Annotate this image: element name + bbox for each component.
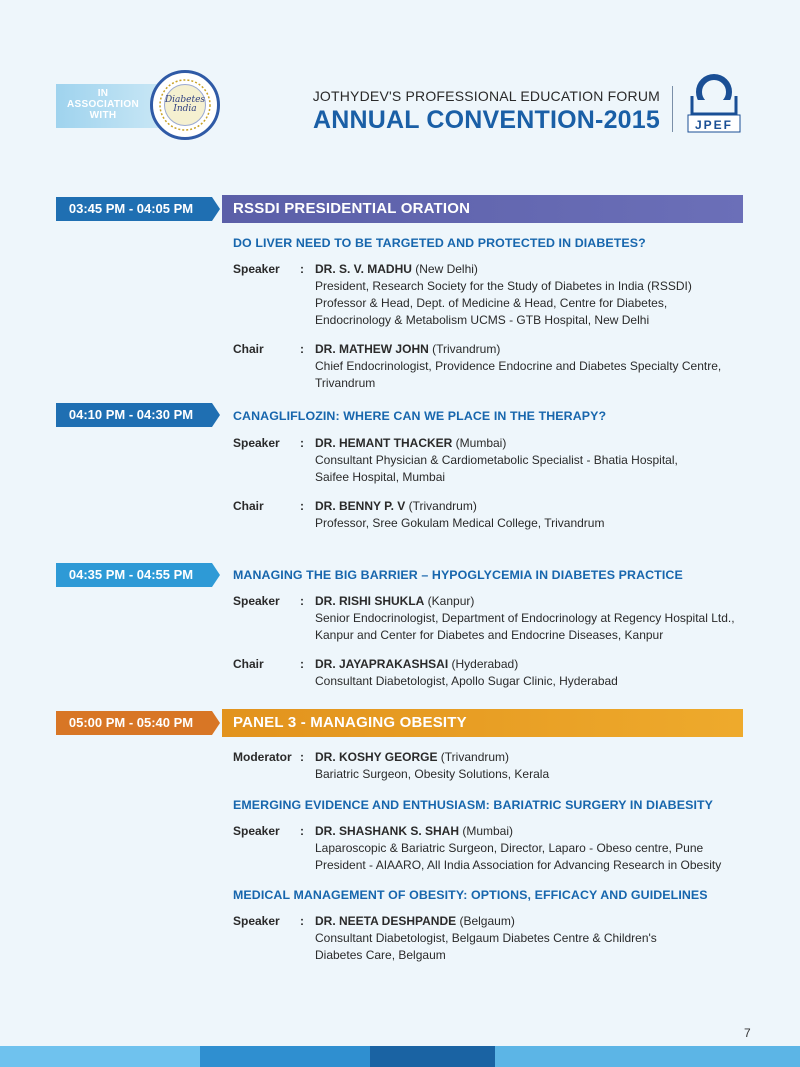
forum-title: JOTHYDEV'S PROFESSIONAL EDUCATION FORUM [312, 88, 660, 104]
chair-entry-1 [315, 341, 755, 392]
role-label: Chair [233, 657, 264, 671]
role-label: Speaker [233, 914, 280, 928]
header-divider [672, 86, 673, 132]
colon: : [300, 657, 304, 671]
affiliation-line: Kanpur and Center for Diabetes and Endocrine Diseases, Kanpur [315, 628, 664, 642]
topic-3: MANAGING THE BIG BARRIER – HYPOGLYCEMIA IN DIABETES PRACTICE [233, 568, 683, 582]
affiliation-line: Chief Endocrinologist, Providence Endocrine and Diabetes Specialty Centre, [315, 359, 722, 373]
person-name: DR. MATHEW JOHN [315, 342, 429, 356]
speaker-entry-5 [315, 913, 755, 964]
colon: : [300, 750, 304, 764]
convention-title: ANNUAL CONVENTION-2015 [312, 106, 660, 134]
role-label: Chair [233, 342, 264, 356]
assoc-line-1: IN [97, 88, 109, 99]
person-name: DR. S. V. MADHU [315, 262, 412, 276]
person-name: DR. HEMANT THACKER [315, 436, 453, 450]
person-name: DR. BENNY P. V [315, 499, 406, 513]
badge-word: Diabetes India [164, 95, 206, 114]
topic-2: CANAGLIFLOZIN: WHERE CAN WE PLACE IN THE THERAPY? [233, 409, 607, 423]
speaker-entry-4 [315, 823, 755, 874]
time-slot-4: 05:00 PM - 05:40 PM [56, 711, 212, 735]
time-slot-1: 03:45 PM - 04:05 PM [56, 197, 212, 221]
time-slot-2: 04:10 PM - 04:30 PM [56, 403, 212, 427]
person-name: DR. KOSHY GEORGE [315, 750, 438, 764]
affiliation-line: Trivandrum [315, 376, 376, 390]
affiliation-line: Consultant Physician & Cardiometabolic Specialist - Bhatia Hospital, [315, 453, 678, 467]
affiliation-line: President - AIAARO, All India Association for Advancing Research in Obesity [315, 858, 722, 872]
affiliation-line: Professor & Head, Dept. of Medicine & Head, Centre for Diabetes, [315, 296, 668, 310]
person-place: (Mumbai) [452, 436, 507, 450]
topic-1: DO LIVER NEED TO BE TARGETED AND PROTECTED IN DIABETES? [233, 236, 646, 250]
affiliation-line: Diabetes Care, Belgaum [315, 948, 446, 962]
session-bar-rssdi-oration: RSSDI PRESIDENTIAL ORATION [222, 195, 743, 223]
colon: : [300, 914, 304, 928]
role-label: Speaker [233, 824, 280, 838]
affiliation-line: Laparoscopic & Bariatric Surgeon, Director, Laparo - Obeso centre, Pune [315, 841, 704, 855]
person-place: (New Delhi) [411, 262, 478, 276]
person-place: (Trivandrum) [428, 342, 501, 356]
footer-stripe [0, 1046, 200, 1067]
role-label: Speaker [233, 594, 280, 608]
footer-stripe [370, 1046, 495, 1067]
role-label: Speaker [233, 436, 280, 450]
chair-entry-3 [315, 656, 755, 690]
affiliation-line: Endocrinology & Metabolism UCMS - GTB Hospital, New Delhi [315, 313, 650, 327]
assoc-line-3: WITH [89, 110, 117, 121]
person-place: (Trivandrum) [437, 750, 510, 764]
person-place: (Belgaum) [456, 914, 515, 928]
topic-4: EMERGING EVIDENCE AND ENTHUSIASM: BARIATRIC SURGERY IN DIABESITY [233, 798, 714, 812]
session-bar-panel-3: PANEL 3 - MANAGING OBESITY [222, 709, 743, 737]
affiliation-line: Senior Endocrinologist, Department of Endocrinology at Regency Hospital Ltd., [315, 611, 735, 625]
affiliation-line: Professor, Sree Gokulam Medical College, Trivandrum [315, 516, 605, 530]
jpef-logo-text: JPEF [694, 118, 733, 132]
person-place: (Trivandrum) [405, 499, 477, 513]
person-place: (Hyderabad) [448, 657, 519, 671]
affiliation-line: Consultant Diabetologist, Belgaum Diabetes Centre & Children's [315, 931, 657, 945]
colon: : [300, 594, 304, 608]
colon: : [300, 342, 304, 356]
person-name: DR. NEETA DESHPANDE [315, 914, 457, 928]
colon: : [300, 436, 304, 450]
assoc-line-2: ASSOCIATION [66, 99, 139, 110]
affiliation-line: President, Research Society for the Study of Diabetes in India (RSSDI) [315, 279, 692, 293]
person-place: (Mumbai) [459, 824, 514, 838]
footer-stripe [495, 1046, 800, 1067]
role-label: Speaker [233, 262, 280, 276]
colon: : [300, 824, 304, 838]
affiliation-line: Bariatric Surgeon, Obesity Solutions, Kerala [315, 767, 550, 781]
person-name: DR. JAYAPRAKASHSAI [315, 657, 449, 671]
page-number: 7 [744, 1026, 751, 1040]
colon: : [300, 499, 304, 513]
speaker-entry-3 [315, 593, 755, 644]
person-place: (Kanpur) [424, 594, 475, 608]
chair-entry-2 [315, 498, 755, 532]
topic-5: MEDICAL MANAGEMENT OF OBESITY: OPTIONS, EFFICACY AND GUIDELINES [233, 888, 708, 902]
affiliation-line: Consultant Diabetologist, Apollo Sugar Clinic, Hyderabad [315, 674, 618, 688]
association-label [58, 88, 148, 121]
role-label: Moderator [233, 750, 292, 764]
footer-stripe [200, 1046, 370, 1067]
speaker-entry-2 [315, 435, 755, 486]
speaker-entry-1 [315, 261, 755, 329]
affiliation-line: Saifee Hospital, Mumbai [315, 470, 446, 484]
colon: : [300, 262, 304, 276]
time-slot-3: 04:35 PM - 04:55 PM [56, 563, 212, 587]
moderator-entry [315, 749, 755, 783]
role-label: Chair [233, 499, 264, 513]
person-name: DR. RISHI SHUKLA [315, 594, 425, 608]
person-name: DR. SHASHANK S. SHAH [315, 824, 460, 838]
